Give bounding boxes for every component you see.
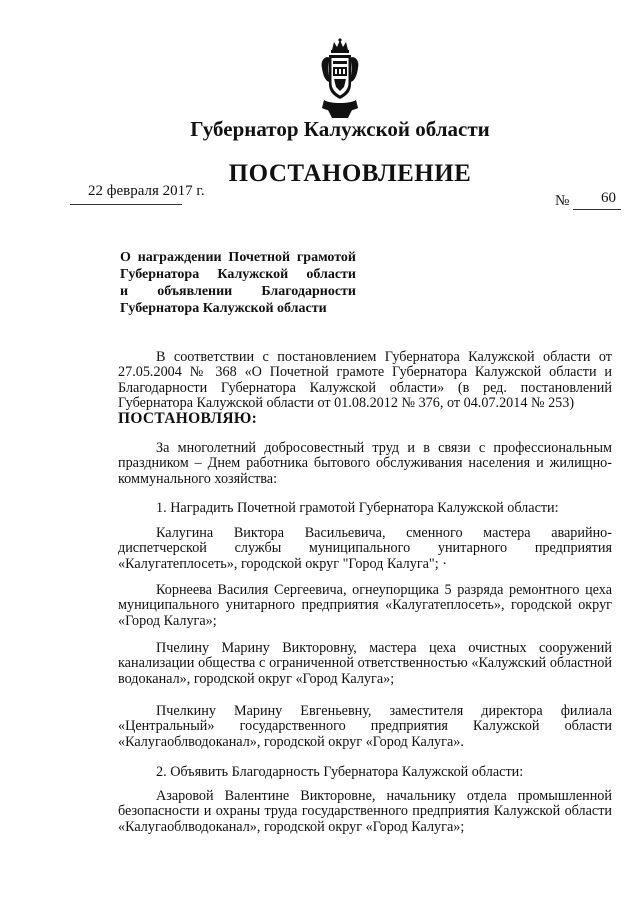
subject-line: Губернатора Калужской области — [120, 267, 356, 282]
awardee-paragraph: Пчелкину Марину Евгеньевну, заместителя директора филиала «Центральный» государственного предприятия Калужской области «Калугаоблводоканал», городской округ «Город Калуга». — [118, 703, 612, 750]
subject-line: О награждении Почетной грамотой — [120, 250, 356, 265]
awardee-paragraph: Пчелину Марину Викторовну, мастера цеха очистных сооружений канализации общества с ограниченной ответственностью «Калужский областной водоканал», городской округ «Город Калуга»; — [118, 640, 612, 687]
governor-title: Губернатор Калужской области — [190, 117, 490, 141]
item-2-heading: 2. Объявить Благодарность Губернатора Калужской области: — [156, 764, 524, 780]
decree-word: ПОСТАНОВЛЯЮ: — [118, 410, 258, 428]
document-number: 60 — [601, 190, 616, 206]
document-subject — [120, 249, 356, 317]
coat-of-arms-emblem-icon — [318, 38, 362, 120]
document-date: 22 февраля 2017 г. — [88, 183, 205, 199]
document-type-heading: ПОСТАНОВЛЕНИЕ — [228, 160, 472, 187]
gratitude-recipient-paragraph: Азаровой Валентине Викторовне, начальнику отдела промышленной безопасности и охраны труда государственного предприятия Калужской области «Калугаоблводоканал», городской округ «Город Калуга»; — [118, 788, 612, 835]
reason-paragraph: За многолетний добросовестный труд и в связи с профессиональным праздником – Днем работника бытового обслуживания населения и жилищно-коммунального хозяйства: — [118, 440, 612, 487]
number-sign: № — [555, 193, 570, 209]
subject-line: и объявлении Благодарности — [120, 284, 356, 299]
awardee-paragraph: Калугина Виктора Васильевича, сменного мастера аварийно-диспетчерской службы муниципального унитарного предприятия «Калугатеплосеть», городской округ "Город Калуга"; · — [118, 525, 612, 572]
subject-line: Губернатора Калужской области — [120, 301, 327, 316]
item-1-heading: 1. Наградить Почетной грамотой Губернатора Калужской области: — [156, 500, 559, 516]
awardee-paragraph: Корнеева Василия Сергеевича, огнеупорщика 5 разряда ремонтного цеха муниципального унитарного предприятия «Калугатеплосеть», городской округ «Город Калуга»; — [118, 582, 612, 629]
number-underline — [573, 209, 621, 210]
legal-basis-paragraph — [118, 350, 612, 427]
date-underline — [70, 204, 182, 205]
legal-basis-text: В соответствии с постановлением Губернатора Калужской области от 27.05.2004 № 368 «О Почетной грамоте Губернатора Калужской области и Благодарности Губернатора Калужской области» (в ред. постановлений Губернатора Калужской области от 01.08.2012 № 376, от 04.07.2014 № 253) — [118, 349, 612, 411]
